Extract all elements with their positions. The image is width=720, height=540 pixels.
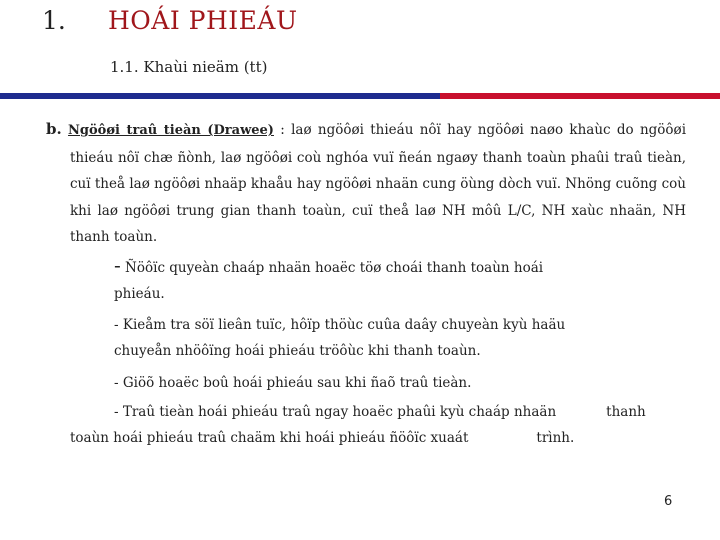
section-number: 1. (42, 6, 66, 35)
item-dash: - (114, 253, 121, 277)
divider-bar-blue (0, 93, 440, 99)
item-text: Ñöôïc quyeàn chaáp nhaän hoaëc töø choái thanh toaùn hoái phieáu. (114, 260, 544, 302)
divider-bar-red (440, 93, 720, 99)
section-title: HOÁI PHIEÁU (108, 6, 298, 35)
item-line2b: trình. (536, 430, 575, 446)
drawee-term: Ngöôøi traû tieàn (Drawee) (68, 123, 274, 138)
item-line1 (70, 399, 670, 425)
subsection-title: 1.1. Khaùi nieäm (tt) (110, 58, 268, 76)
list-item (114, 252, 584, 307)
paragraph-body: thieáu nôï chæ ñònh, laø ngöôøi coù nghóa vuï ñeán ngaøy thanh toaùn phaûi traû tieàn, cuï theå laø ngöôøi nhaäp khaåu hay ngöôøi nhaän cung öùng dòch vuï. Nhöng cuõng coù khi laø ngöôøi trung gian thanh toaùn, cuï theå laø NH môû L/C, NH xaùc nhaän, NH thanh toaùn. (70, 149, 686, 245)
paragraph-line1: : laø ngöôøi thieáu nôï hay ngöôøi naøo khaùc do ngöôøi (273, 122, 687, 138)
item-line1-word: thanh (606, 404, 646, 420)
list-item: - Giöõ hoaëc boû hoái phieáu sau khi ñaõ traû tieàn. (114, 375, 472, 391)
page-number: 6 (664, 494, 673, 509)
list-item (70, 399, 670, 451)
paragraph-bullet: b. (46, 120, 62, 138)
item-line1-text: - Traû tieàn hoái phieáu traû ngay hoaëc phaûi kyù chaáp nhaän (114, 404, 557, 420)
item-line2a: toaùn hoái phieáu traû chaäm khi hoái phieáu ñöôïc xuaát (70, 430, 469, 446)
paragraph-first-line (46, 116, 686, 145)
list-item: - Kieåm tra söï lieân tuïc, hôïp thöùc cuûa daây chuyeàn kyù haäu chuyeån nhöôïng hoái phieáu tröôùc khi thanh toaùn. (114, 317, 566, 359)
paragraph-drawee (46, 116, 686, 251)
